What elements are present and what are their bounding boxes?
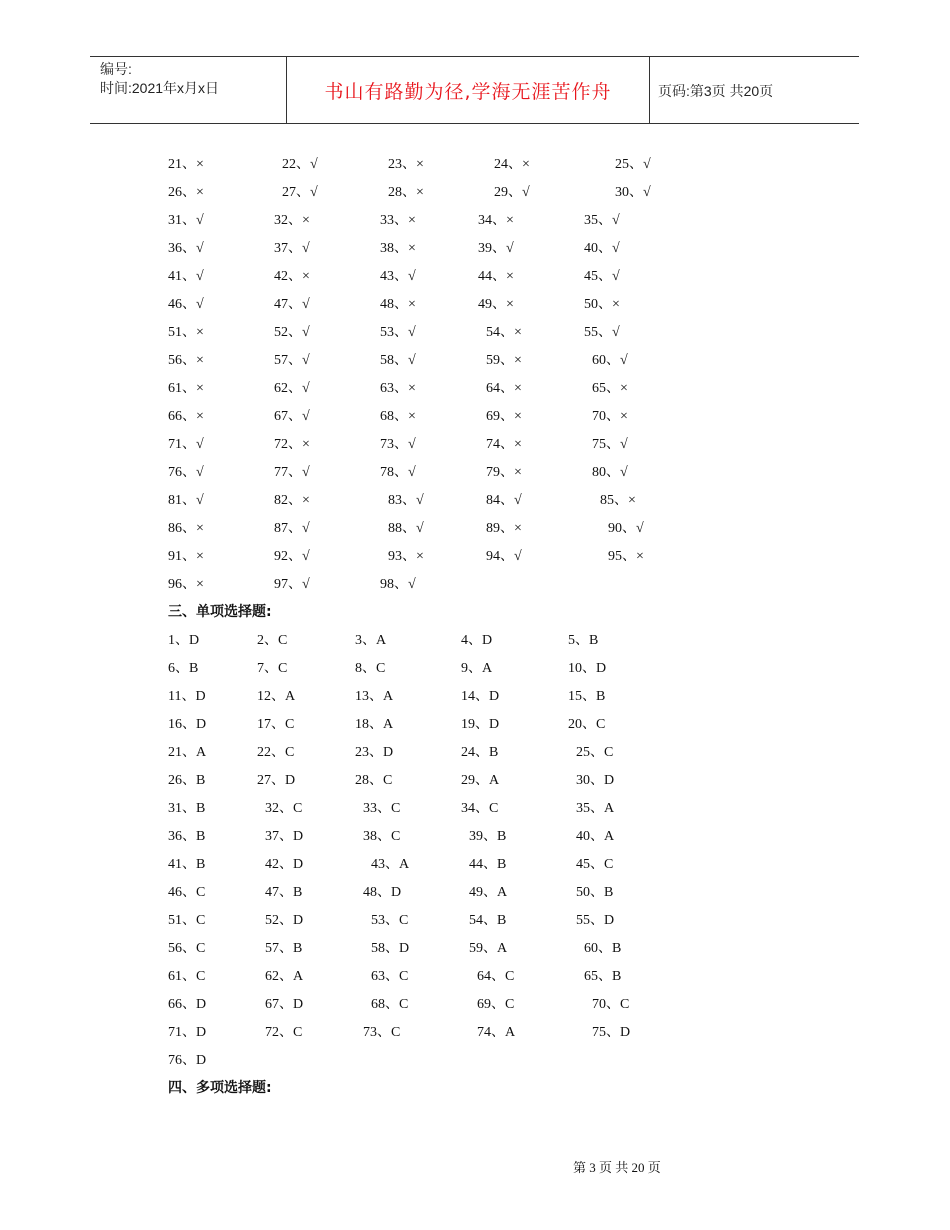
- answer-row: [0, 713, 950, 735]
- answer-item: 97、√: [274, 577, 310, 592]
- answer-item: 30、D: [576, 773, 615, 788]
- answer-item: 93、×: [388, 549, 424, 564]
- answer-item: 30、√: [615, 185, 651, 200]
- document-number-label: 编号:: [100, 61, 132, 77]
- answer-row: [0, 573, 950, 595]
- answer-item: 47、B: [265, 885, 303, 900]
- header-page-label: 页码:第3页 共20页: [658, 83, 774, 99]
- document-time-label: 时间:2021年x月x日: [100, 80, 220, 96]
- answer-row: [0, 321, 950, 343]
- answer-item: 88、√: [388, 521, 424, 536]
- answer-item: 84、√: [486, 493, 522, 508]
- answer-row: [0, 657, 950, 679]
- answer-row: [0, 433, 950, 455]
- page-header: [90, 56, 859, 124]
- answer-item: 67、√: [274, 409, 310, 424]
- answer-item: 15、B: [568, 689, 606, 704]
- answer-item: 32、×: [274, 213, 310, 228]
- answer-item: 3、A: [355, 633, 387, 648]
- answer-item: 28、×: [388, 185, 424, 200]
- answer-item: 26、×: [168, 185, 204, 200]
- answer-item: 57、√: [274, 353, 310, 368]
- answer-item: 20、C: [568, 717, 606, 732]
- answer-item: 65、B: [584, 969, 622, 984]
- answer-item: 60、√: [592, 353, 628, 368]
- answer-item: 58、D: [371, 941, 410, 956]
- answer-item: 14、D: [461, 689, 500, 704]
- answer-item: 70、×: [592, 409, 628, 424]
- answer-item: 43、A: [371, 857, 410, 872]
- answer-item: 21、×: [168, 157, 204, 172]
- answer-item: 39、B: [469, 829, 507, 844]
- answer-item: 85、×: [600, 493, 636, 508]
- answer-item: 8、C: [355, 661, 386, 676]
- answer-item: 76、√: [168, 465, 204, 480]
- answer-item: 45、C: [576, 857, 614, 872]
- answer-item: 64、C: [477, 969, 515, 984]
- answer-item: 9、A: [461, 661, 493, 676]
- answer-item: 37、D: [265, 829, 304, 844]
- answer-item: 42、×: [274, 269, 310, 284]
- answer-item: 66、D: [168, 997, 207, 1012]
- answer-item: 19、D: [461, 717, 500, 732]
- answer-item: 38、C: [363, 829, 401, 844]
- answer-item: 4、D: [461, 633, 493, 648]
- answer-item: 21、A: [168, 745, 207, 760]
- answer-row: [0, 853, 950, 875]
- answer-item: 68、×: [380, 409, 416, 424]
- answer-item: 26、B: [168, 773, 206, 788]
- answer-row: [0, 461, 950, 483]
- answer-row: [0, 1021, 950, 1043]
- answer-item: 60、B: [584, 941, 622, 956]
- answer-item: 33、×: [380, 213, 416, 228]
- answer-row: [0, 1049, 950, 1071]
- answer-item: 23、×: [388, 157, 424, 172]
- answer-item: 36、√: [168, 241, 204, 256]
- answer-item: 54、×: [486, 325, 522, 340]
- answer-item: 51、×: [168, 325, 204, 340]
- answer-row: [0, 769, 950, 791]
- answer-item: 62、√: [274, 381, 310, 396]
- answer-item: 55、√: [584, 325, 620, 340]
- answer-item: 22、√: [282, 157, 318, 172]
- answer-item: 37、√: [274, 241, 310, 256]
- answer-item: 98、√: [380, 577, 416, 592]
- answer-item: 72、×: [274, 437, 310, 452]
- answer-item: 35、√: [584, 213, 620, 228]
- answer-item: 31、√: [168, 213, 204, 228]
- answer-item: 36、B: [168, 829, 206, 844]
- answer-item: 47、√: [274, 297, 310, 312]
- section-single-choice-title: 三、单项选择题:: [168, 604, 272, 620]
- answer-item: 66、×: [168, 409, 204, 424]
- answer-item: 41、B: [168, 857, 206, 872]
- answer-item: 95、×: [608, 549, 644, 564]
- answer-item: 51、C: [168, 913, 206, 928]
- answer-item: 44、B: [469, 857, 507, 872]
- answer-item: 7、C: [257, 661, 288, 676]
- answer-item: 48、D: [363, 885, 402, 900]
- footer-page-number: 第 3 页 共 20 页: [573, 1160, 661, 1175]
- answer-item: 6、B: [168, 661, 199, 676]
- answer-item: 56、×: [168, 353, 204, 368]
- answer-item: 31、B: [168, 801, 206, 816]
- answer-row: [0, 937, 950, 959]
- answer-item: 41、√: [168, 269, 204, 284]
- answer-item: 32、C: [265, 801, 303, 816]
- answer-row: [0, 825, 950, 847]
- answer-item: 63、×: [380, 381, 416, 396]
- answer-row: [0, 993, 950, 1015]
- answer-item: 44、×: [478, 269, 514, 284]
- answer-item: 29、√: [494, 185, 530, 200]
- answer-item: 80、√: [592, 465, 628, 480]
- answer-item: 56、C: [168, 941, 206, 956]
- answer-item: 38、×: [380, 241, 416, 256]
- answer-item: 78、√: [380, 465, 416, 480]
- answer-item: 49、A: [469, 885, 508, 900]
- answer-item: 62、A: [265, 969, 304, 984]
- answer-item: 52、√: [274, 325, 310, 340]
- answer-item: 81、√: [168, 493, 204, 508]
- answer-item: 50、×: [584, 297, 620, 312]
- answer-item: 69、C: [477, 997, 515, 1012]
- answer-row: [0, 629, 950, 651]
- answer-item: 83、√: [388, 493, 424, 508]
- answer-item: 54、B: [469, 913, 507, 928]
- answer-item: 69、×: [486, 409, 522, 424]
- answer-item: 5、B: [568, 633, 599, 648]
- answer-item: 96、×: [168, 577, 204, 592]
- answer-item: 40、A: [576, 829, 615, 844]
- answer-row: [0, 685, 950, 707]
- answer-item: 76、D: [168, 1053, 207, 1068]
- answer-item: 67、D: [265, 997, 304, 1012]
- answer-row: [0, 517, 950, 539]
- answer-item: 12、A: [257, 689, 296, 704]
- answer-item: 35、A: [576, 801, 615, 816]
- answer-row: [0, 153, 950, 175]
- answer-item: 34、×: [478, 213, 514, 228]
- answer-item: 42、D: [265, 857, 304, 872]
- answer-row: [0, 909, 950, 931]
- answer-item: 24、B: [461, 745, 499, 760]
- header-motto: 书山有路勤为径,学海无涯苦作舟: [324, 80, 612, 103]
- answer-item: 33、C: [363, 801, 401, 816]
- answer-row: [0, 265, 950, 287]
- answer-row: [0, 377, 950, 399]
- answer-row: [0, 881, 950, 903]
- answer-item: 70、C: [592, 997, 630, 1012]
- answer-row: [0, 797, 950, 819]
- answer-item: 73、√: [380, 437, 416, 452]
- answer-item: 61、×: [168, 381, 204, 396]
- answer-item: 23、D: [355, 745, 394, 760]
- answer-item: 75、D: [592, 1025, 631, 1040]
- answer-item: 48、×: [380, 297, 416, 312]
- answer-item: 59、A: [469, 941, 508, 956]
- answer-item: 91、×: [168, 549, 204, 564]
- answer-item: 90、√: [608, 521, 644, 536]
- answer-item: 46、√: [168, 297, 204, 312]
- answer-item: 25、C: [576, 745, 614, 760]
- answer-item: 17、C: [257, 717, 295, 732]
- answer-item: 92、√: [274, 549, 310, 564]
- answer-item: 89、×: [486, 521, 522, 536]
- answer-row: [0, 349, 950, 371]
- answer-item: 43、√: [380, 269, 416, 284]
- header-meta: [100, 60, 219, 98]
- answer-item: 86、×: [168, 521, 204, 536]
- answer-item: 71、√: [168, 437, 204, 452]
- answer-row: [0, 405, 950, 427]
- answer-row: [0, 489, 950, 511]
- answer-item: 27、D: [257, 773, 296, 788]
- answer-item: 55、D: [576, 913, 615, 928]
- answer-item: 75、√: [592, 437, 628, 452]
- answer-item: 52、D: [265, 913, 304, 928]
- answer-item: 65、×: [592, 381, 628, 396]
- answer-item: 64、×: [486, 381, 522, 396]
- answer-item: 27、√: [282, 185, 318, 200]
- answer-item: 28、C: [355, 773, 393, 788]
- answer-item: 73、C: [363, 1025, 401, 1040]
- answer-item: 25、√: [615, 157, 651, 172]
- answer-item: 40、√: [584, 241, 620, 256]
- answer-item: 39、√: [478, 241, 514, 256]
- answer-row: [0, 293, 950, 315]
- answer-item: 46、C: [168, 885, 206, 900]
- answer-item: 68、C: [371, 997, 409, 1012]
- answer-item: 24、×: [494, 157, 530, 172]
- answer-item: 1、D: [168, 633, 200, 648]
- answer-item: 49、×: [478, 297, 514, 312]
- answer-item: 57、B: [265, 941, 303, 956]
- answer-item: 58、√: [380, 353, 416, 368]
- answer-item: 63、C: [371, 969, 409, 984]
- answer-row: [0, 965, 950, 987]
- answer-item: 53、√: [380, 325, 416, 340]
- answer-item: 10、D: [568, 661, 607, 676]
- answer-item: 72、C: [265, 1025, 303, 1040]
- answer-row: [0, 545, 950, 567]
- answer-item: 74、A: [477, 1025, 516, 1040]
- answer-item: 29、A: [461, 773, 500, 788]
- answer-item: 82、×: [274, 493, 310, 508]
- answer-item: 59、×: [486, 353, 522, 368]
- answer-item: 13、A: [355, 689, 394, 704]
- answer-item: 77、√: [274, 465, 310, 480]
- answer-item: 61、C: [168, 969, 206, 984]
- answer-item: 87、√: [274, 521, 310, 536]
- answer-item: 94、√: [486, 549, 522, 564]
- answer-item: 34、C: [461, 801, 499, 816]
- answer-row: [0, 181, 950, 203]
- answer-item: 18、A: [355, 717, 394, 732]
- answer-item: 50、B: [576, 885, 614, 900]
- answer-item: 71、D: [168, 1025, 207, 1040]
- answer-item: 74、×: [486, 437, 522, 452]
- answer-item: 16、D: [168, 717, 207, 732]
- answer-item: 45、√: [584, 269, 620, 284]
- answer-row: [0, 237, 950, 259]
- answer-item: 79、×: [486, 465, 522, 480]
- header-divider-right: [649, 57, 650, 123]
- answer-item: 22、C: [257, 745, 295, 760]
- answer-row: [0, 209, 950, 231]
- answer-item: 2、C: [257, 633, 288, 648]
- section-multiple-choice-title: 四、多项选择题:: [168, 1080, 272, 1096]
- answer-item: 53、C: [371, 913, 409, 928]
- answer-item: 11、D: [168, 689, 206, 704]
- answer-row: [0, 741, 950, 763]
